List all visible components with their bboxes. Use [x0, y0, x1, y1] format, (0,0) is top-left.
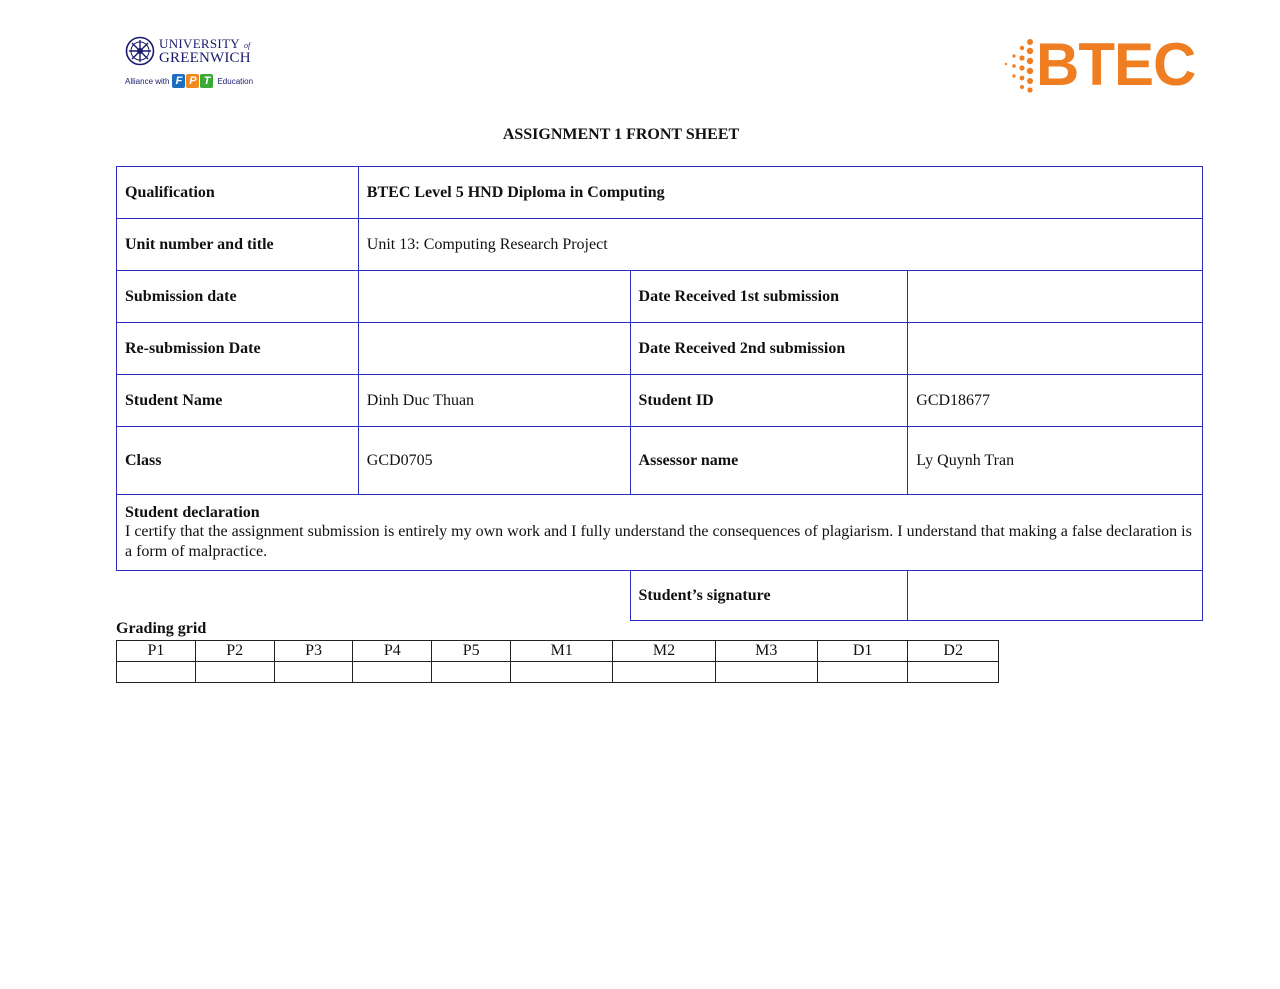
grade-cell-m2[interactable] — [613, 662, 715, 683]
class-label: Class — [117, 427, 359, 495]
date-received-2-field[interactable] — [908, 323, 1203, 375]
submission-row — [117, 271, 1203, 323]
university-greenwich-logo — [125, 36, 275, 102]
qualification-value: BTEC Level 5 HND Diploma in Computing — [358, 167, 1202, 219]
grade-header-d1: D1 — [817, 641, 908, 662]
grading-grid-table — [116, 640, 999, 683]
resubmission-row — [117, 323, 1203, 375]
signature-spacer — [117, 571, 631, 621]
class-value[interactable]: GCD0705 — [358, 427, 630, 495]
grade-header-d2: D2 — [908, 641, 999, 662]
assessor-value[interactable]: Ly Quynh Tran — [908, 427, 1203, 495]
grade-cell-d2[interactable] — [908, 662, 999, 683]
university-of: of — [244, 41, 251, 50]
student-id-value[interactable]: GCD18677 — [908, 375, 1203, 427]
grade-cell-p3[interactable] — [274, 662, 353, 683]
declaration-heading: Student declaration — [125, 503, 260, 521]
grade-header-m3: M3 — [715, 641, 817, 662]
grade-cell-p5[interactable] — [432, 662, 511, 683]
student-name-value[interactable]: Dinh Duc Thuan — [358, 375, 630, 427]
grade-cell-p4[interactable] — [353, 662, 432, 683]
resubmission-label: Re-submission Date — [117, 323, 359, 375]
btec-logo — [1000, 31, 1200, 100]
qualification-label: Qualification — [117, 167, 359, 219]
grading-grid-label: Grading grid — [116, 620, 207, 637]
grading-value-row — [117, 662, 999, 683]
page-title: ASSIGNMENT 1 FRONT SHEET — [502, 126, 740, 143]
declaration-cell — [117, 495, 1203, 571]
unit-value: Unit 13: Computing Research Project — [358, 219, 1202, 271]
declaration-text: I certify that the assignment submission is entirely my own work and I fully understand the consequences of plagiarism. I understand that making a false declaration is a form of malpractice. — [125, 522, 1192, 560]
education-text: Education — [217, 76, 254, 86]
declaration-row — [117, 495, 1203, 571]
unit-row — [117, 219, 1203, 271]
unit-label: Unit number and title — [117, 219, 359, 271]
btec-dots-icon — [1000, 36, 1040, 100]
fpt-letter-t: T — [200, 74, 213, 88]
university-line2: GREENWICH — [159, 50, 251, 66]
grade-cell-m1[interactable] — [511, 662, 613, 683]
signature-label: Student’s signature — [630, 571, 908, 621]
university-crest-icon — [125, 36, 155, 66]
grade-header-p2: P2 — [195, 641, 274, 662]
grade-header-p4: P4 — [353, 641, 432, 662]
grade-header-p3: P3 — [274, 641, 353, 662]
university-line1: UNIVERSITY — [159, 36, 240, 51]
grade-cell-p2[interactable] — [195, 662, 274, 683]
resubmission-field[interactable] — [358, 323, 630, 375]
assessor-label: Assessor name — [630, 427, 908, 495]
student-id-label: Student ID — [630, 375, 908, 427]
date-received-1-label: Date Received 1st submission — [630, 271, 908, 323]
date-received-2-label: Date Received 2nd submission — [630, 323, 908, 375]
signature-field[interactable] — [908, 571, 1203, 621]
submission-date-label: Submission date — [117, 271, 359, 323]
grade-header-p5: P5 — [432, 641, 511, 662]
fpt-logo — [172, 74, 214, 88]
grade-cell-p1[interactable] — [117, 662, 196, 683]
grade-header-p1: P1 — [117, 641, 196, 662]
grade-header-m2: M2 — [613, 641, 715, 662]
btec-wordmark: BTEC — [1036, 31, 1196, 98]
submission-date-field[interactable] — [358, 271, 630, 323]
signature-row — [117, 571, 1203, 621]
class-row — [117, 427, 1203, 495]
front-sheet-table — [116, 166, 1203, 621]
grade-cell-m3[interactable] — [715, 662, 817, 683]
grading-header-row — [117, 641, 999, 662]
alliance-text: Alliance with — [125, 76, 170, 86]
fpt-letter-p: P — [186, 74, 199, 88]
student-name-label: Student Name — [117, 375, 359, 427]
fpt-letter-f: F — [172, 74, 185, 88]
grade-header-m1: M1 — [511, 641, 613, 662]
student-row — [117, 375, 1203, 427]
date-received-1-field[interactable] — [908, 271, 1203, 323]
grade-cell-d1[interactable] — [817, 662, 908, 683]
qualification-row — [117, 167, 1203, 219]
